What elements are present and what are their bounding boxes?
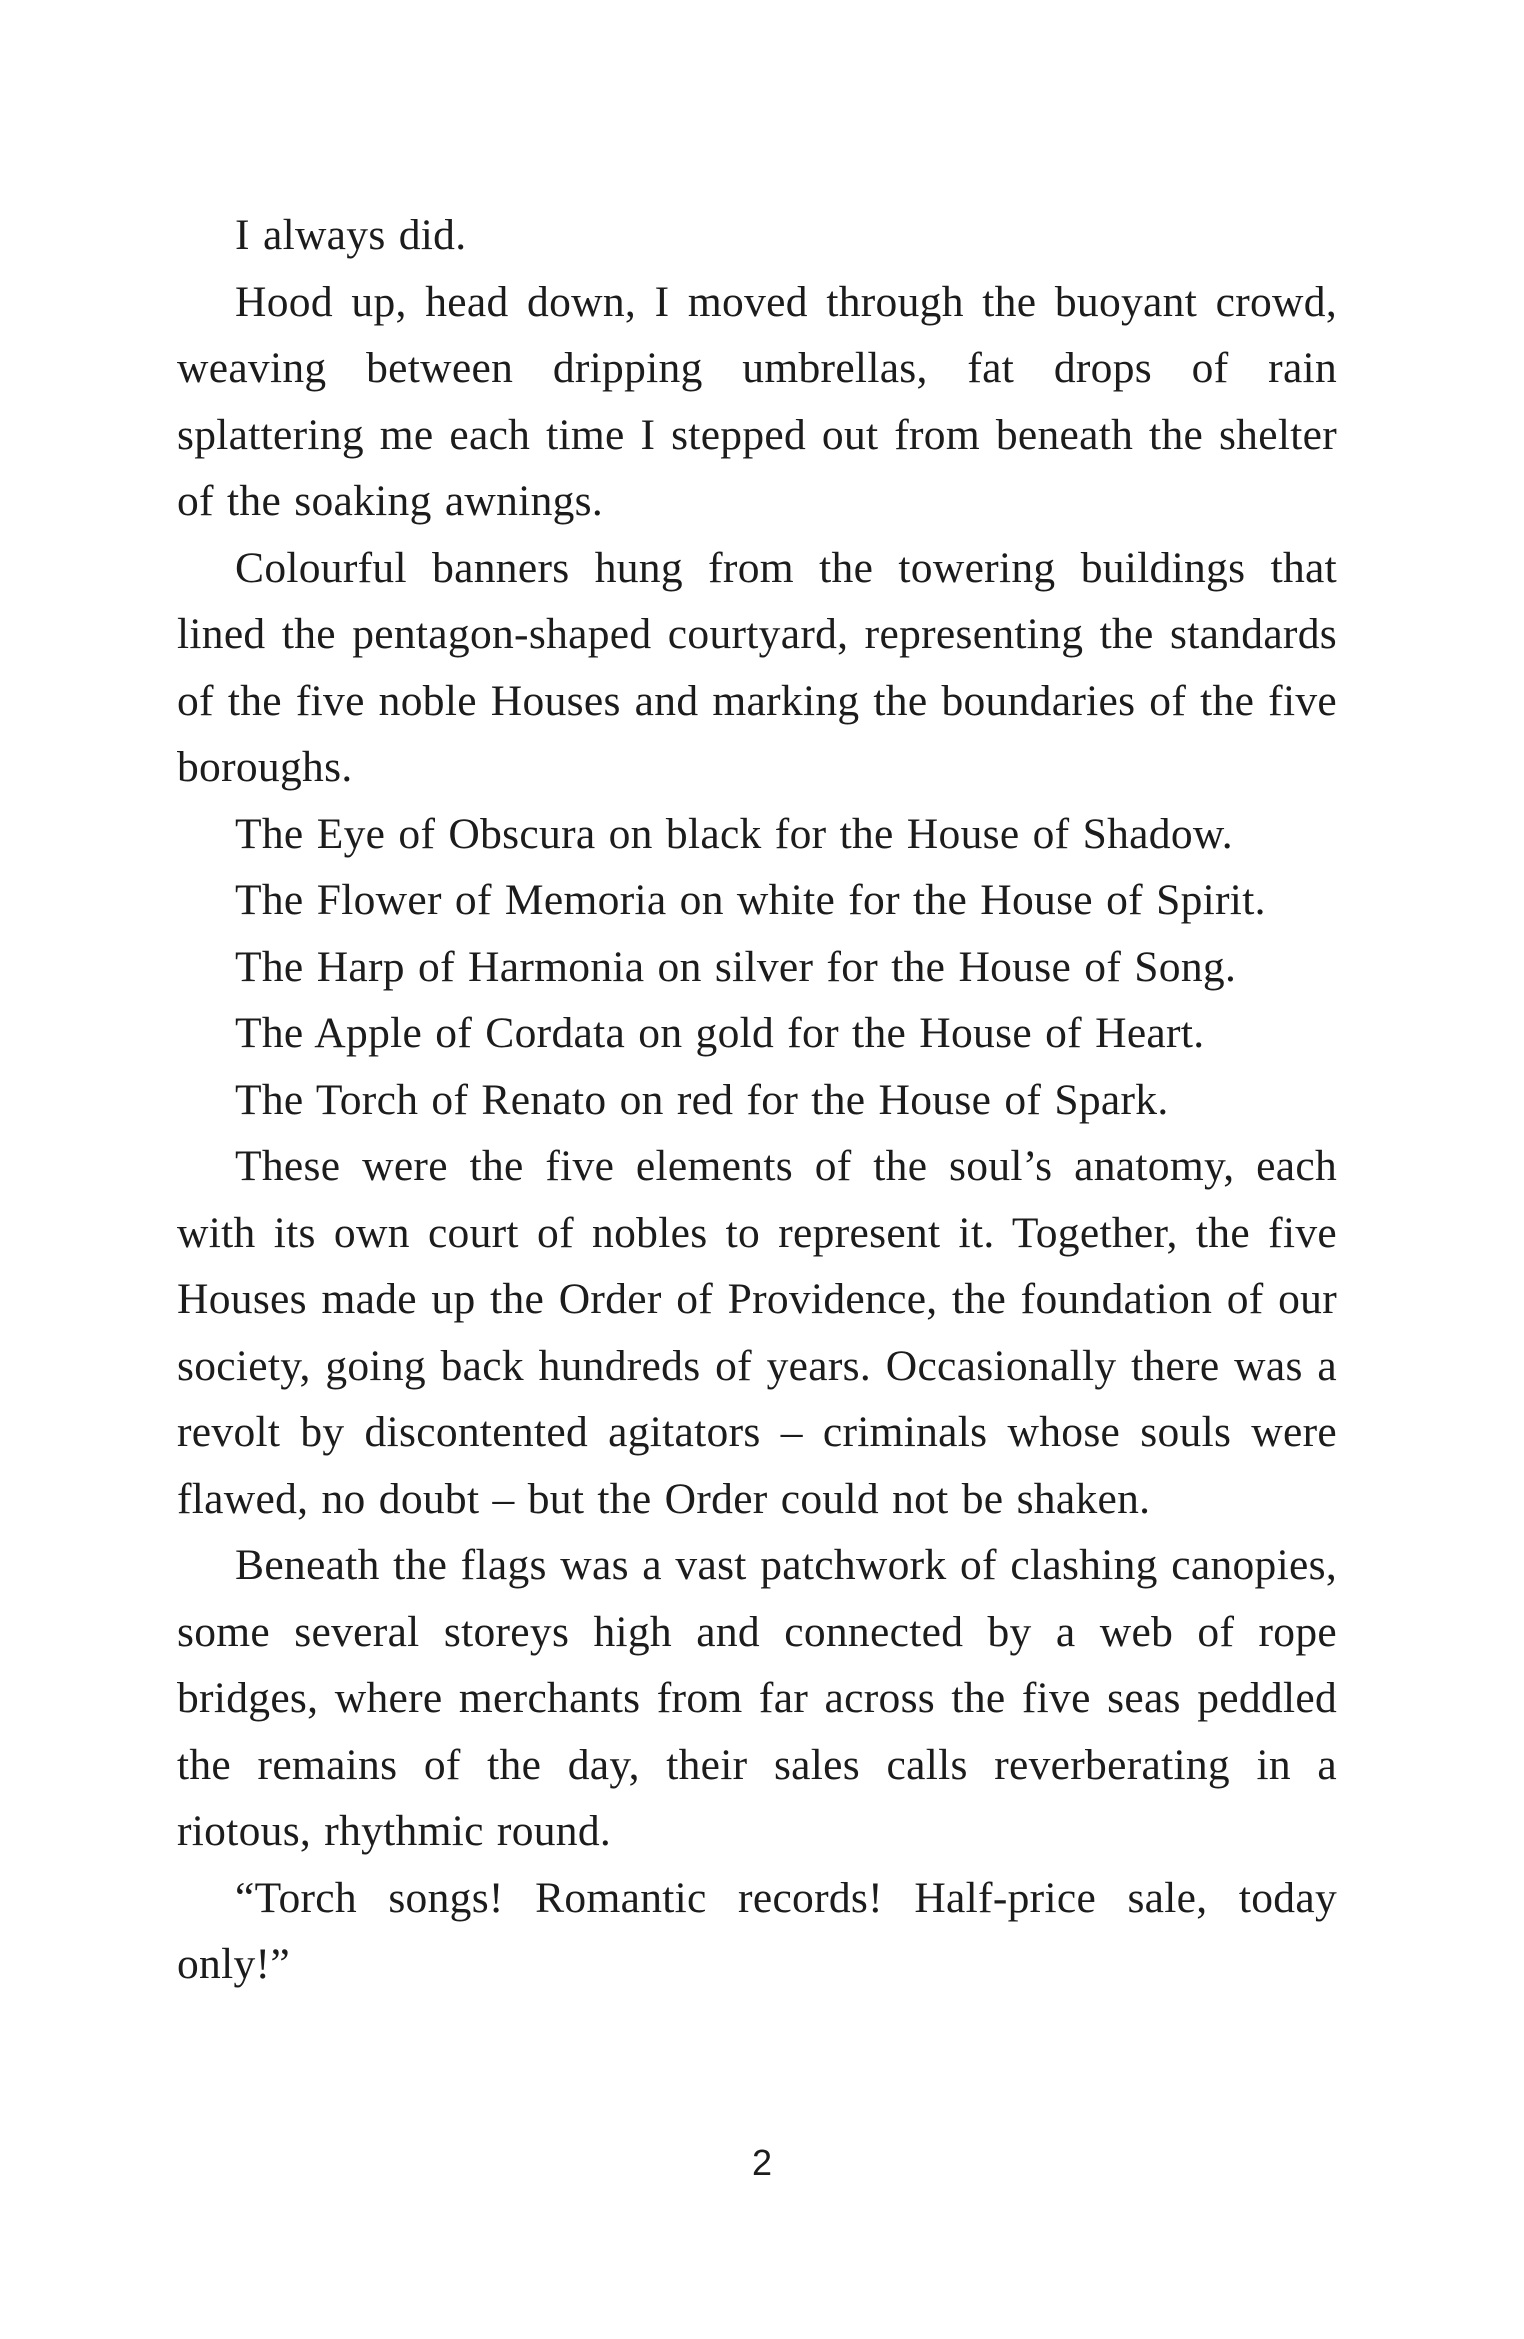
paragraph: I always did. <box>235 211 467 259</box>
paragraph: These were the five elements of the soul’s anatomy, each with its own court of nobles to represent it. Together, the five Houses made up the Order of Providence, the foundation of our society, going back hundreds of years. Occasionally there was a revolt by discontented agitators – criminals whose souls were flawed, no doubt – but the Order could not be shaken. <box>177 1142 1337 1523</box>
paragraph: The Harp of Harmonia on silver for the House of Song. <box>235 942 1237 991</box>
paragraph: Beneath the flags was a vast patchwork of clashing canopies, some several storeys high and connected by a web of rope bridges, where merchants from far across the five seas peddled the remains of the day, their sales calls reverberating in a riotous, rhythmic round. <box>177 1541 1337 1855</box>
paragraph: Hood up, head down, I moved through the buoyant crowd, weaving between dripping umbrellas, fat drops of rain splattering me each time I stepped out from beneath the shelter of the soaking awnings. <box>177 277 1337 525</box>
paragraph: The Eye of Obscura on black for the House of Shadow. <box>235 809 1233 858</box>
paragraph: The Torch of Renato on red for the House of Spark. <box>235 1075 1169 1124</box>
paragraph: The Apple of Cordata on gold for the House of Heart. <box>235 1009 1205 1057</box>
page-number: 2 <box>751 2142 773 2183</box>
paragraph: The Flower of Memoria on white for the House of Spirit. <box>235 876 1266 924</box>
paragraph: “Torch songs! Romantic records! Half-price sale, today only!” <box>177 1873 1337 1988</box>
body-text <box>177 202 1337 1998</box>
paragraph: Colourful banners hung from the towering buildings that lined the pentagon-shaped courtyard, representing the standards of the five noble Houses and marking the boundaries of the five boroughs. <box>177 543 1337 791</box>
